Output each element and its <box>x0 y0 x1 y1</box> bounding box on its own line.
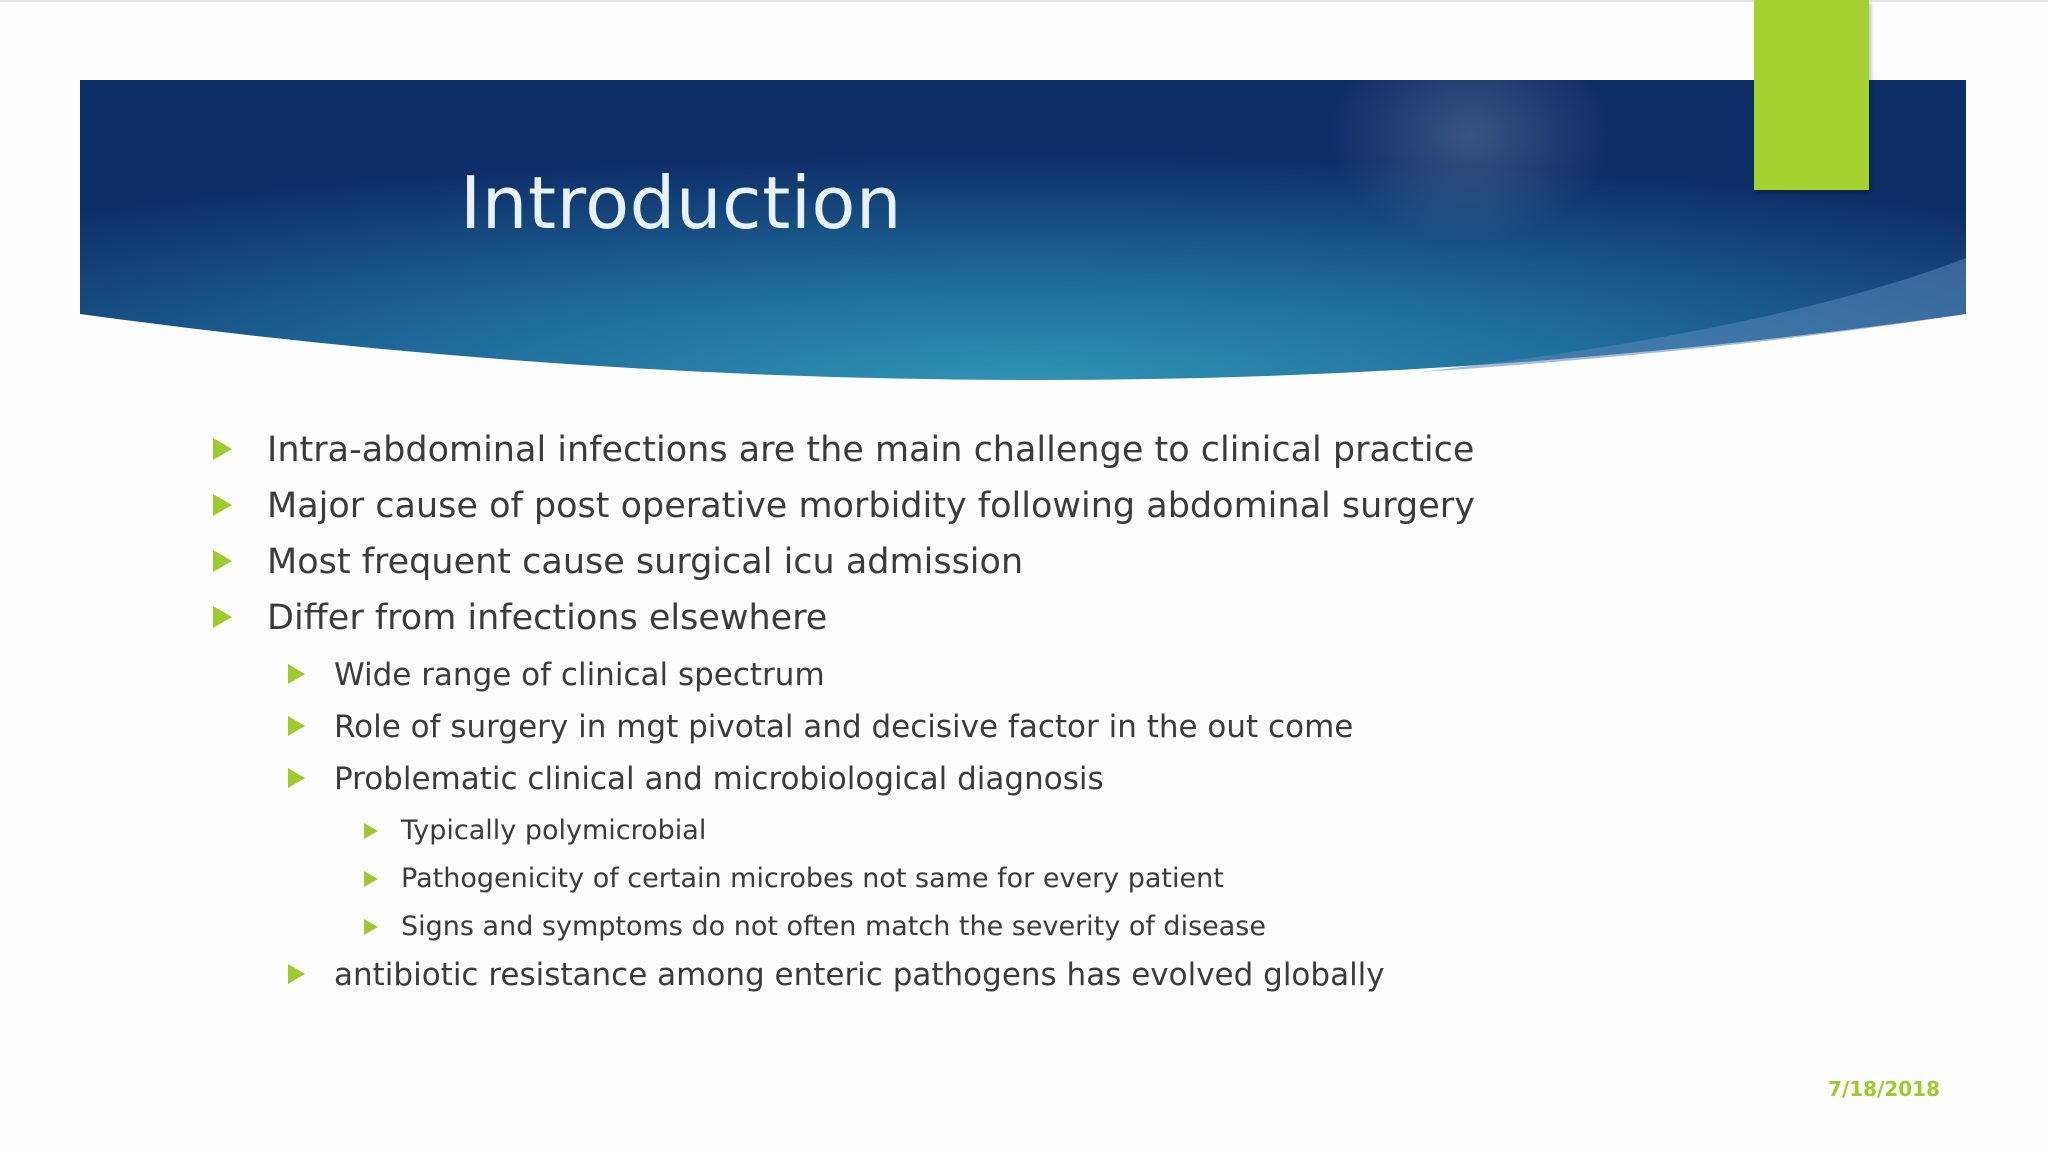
bullet-text: Most frequent cause surgical icu admission <box>267 542 1024 582</box>
triangle-arrow-icon <box>364 823 378 839</box>
triangle-arrow-icon <box>213 438 232 460</box>
triangle-arrow-icon <box>288 664 305 684</box>
bullet-text: Differ from infections elsewhere <box>267 598 828 638</box>
triangle-arrow-icon <box>364 919 378 935</box>
bullet-text: Pathogenicity of certain microbes not same for every patient <box>401 863 1224 894</box>
triangle-arrow-icon <box>213 606 232 628</box>
triangle-arrow-icon <box>213 550 232 572</box>
triangle-arrow-icon <box>288 716 305 736</box>
bullet-text: Wide range of clinical spectrum <box>334 657 825 693</box>
triangle-arrow-icon <box>288 768 305 788</box>
bullet-text: Intra-abdominal infections are the main challenge to clinical practice <box>267 430 1475 470</box>
slide-date: 7/18/2018 <box>1827 1077 1940 1101</box>
bullet-text: Signs and symptoms do not often match the severity of disease <box>401 911 1266 942</box>
triangle-arrow-icon <box>364 871 378 887</box>
bullet-text: Role of surgery in mgt pivotal and decisive factor in the out come <box>334 709 1354 745</box>
slide-title: Introduction <box>460 161 903 245</box>
bullet-text: Major cause of post operative morbidity following abdominal surgery <box>267 486 1475 526</box>
bullet-text: antibiotic resistance among enteric pathogens has evolved globally <box>334 957 1385 993</box>
triangle-arrow-icon <box>213 494 232 516</box>
bullet-text: Problematic clinical and microbiological diagnosis <box>334 761 1104 797</box>
bullet-text: Typically polymicrobial <box>401 815 707 846</box>
triangle-arrow-icon <box>288 964 305 984</box>
